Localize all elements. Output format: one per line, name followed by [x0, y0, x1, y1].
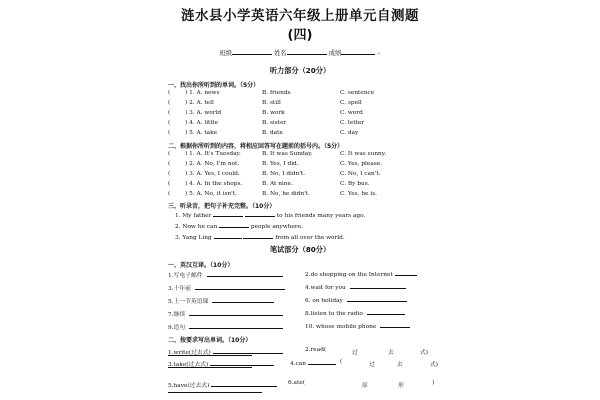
q2-row-b: B. No, he didn't. [262, 191, 310, 197]
q1-row: ( [168, 90, 171, 96]
w1-right-item: 8.listen to the radio [305, 309, 405, 317]
w1-left-item: 9.造句 [168, 322, 283, 331]
q3-line-end: to his friends many years ago. [276, 213, 366, 219]
w2-item: 1.write(过去式) [168, 347, 283, 356]
w2-item-part: ( [340, 359, 343, 365]
w2-item-part: 去 [388, 350, 394, 356]
q1-heading: 一、找出你所听到的单词。（5分） [168, 82, 260, 89]
q3-line-end: people anywhere. [250, 224, 303, 230]
answer-blank [380, 322, 410, 328]
q1-row-c: C. spell [340, 100, 362, 106]
w2-item-part: 过 [369, 362, 375, 368]
q2-row-c: C. No, I can't. [340, 171, 381, 177]
q3-line-start: 2. Now he can [175, 224, 218, 230]
w2-item-part: 式) [430, 362, 439, 368]
w1-left-item: 1.写电子邮件 [168, 270, 283, 279]
answer-blank [245, 211, 275, 217]
answer-blank [219, 222, 247, 228]
name-blank [287, 49, 327, 55]
q2-row-a: ) 4. A. In the shops. [185, 181, 243, 187]
q1-row-a: ) 2. A. tell [185, 100, 214, 106]
answer-blank [367, 309, 405, 315]
w2-item: 3.take(过去式) [168, 359, 274, 368]
q1-row: ( [168, 130, 171, 136]
w2-item-part: 过 [352, 350, 358, 356]
q2-row-a: ) 1. A. It's Tuesday. [185, 151, 241, 157]
w1-left-item: 3.十年前 [168, 283, 285, 292]
score-blank [341, 49, 375, 55]
q1-row-c: C. day [340, 130, 359, 136]
student-info-line: 班级 姓名 成绩 ↵ [219, 50, 381, 57]
q1-row: ( [168, 100, 171, 106]
answer-blank [189, 323, 283, 329]
answer-blank [247, 222, 249, 228]
answer-blank [210, 360, 274, 366]
q1-row-c: C. word [340, 110, 363, 116]
answer-line [168, 367, 252, 368]
answer-blank [213, 211, 243, 217]
name-label: 姓名 [274, 50, 287, 57]
answer-blank [207, 271, 283, 277]
answer-line [168, 355, 252, 356]
q1-row-b: B. date [262, 130, 283, 136]
q1-row-c: C. sentence [340, 90, 375, 96]
q1-row-a: ) 1. A. news [185, 90, 220, 96]
written-section-header: 笔试部分（80分） [269, 245, 331, 254]
q2-row-c: C. It was sunny. [340, 151, 387, 157]
q2-row-c: C. Yes, please. [340, 161, 383, 167]
answer-blank [195, 284, 285, 290]
q2-row-a: ) 2. A. No, I'm not. [185, 161, 240, 167]
q3-line [175, 222, 303, 230]
q2-row: ( [168, 151, 171, 157]
w1-right-item: 10. whose mobile phone [305, 322, 410, 330]
q1-row-c: C. letter [340, 120, 365, 126]
q1-row-b: B. work [262, 110, 285, 116]
q3-line-start: 1. My father [175, 213, 212, 219]
answer-blank [243, 233, 273, 239]
answer-blank [350, 283, 406, 289]
q2-row-a: ) 3. A. Yes, I could. [185, 171, 240, 177]
q3-heading: 三、听录音，把句子补充完整。（10分） [168, 203, 276, 210]
q3-line [175, 211, 365, 219]
class-blank [232, 49, 272, 55]
w1-right-item: 6. on holiday [305, 296, 407, 304]
answer-blank [347, 296, 407, 302]
exam-subtitle: (四) [287, 28, 313, 43]
w1-right-item: 2.do shopping on the Internet [305, 270, 417, 278]
q2-row: ( [168, 191, 171, 197]
q2-row: ( [168, 181, 171, 187]
q1-row-b: B. sister [262, 120, 287, 126]
answer-blank [308, 359, 336, 365]
q3-line [175, 233, 345, 241]
q1-row-b: B. friends [262, 90, 291, 96]
answer-blank [213, 348, 283, 354]
w2-item-part: ) [432, 380, 435, 386]
w2-item: 5.have(过去式) [168, 380, 277, 389]
w2-item: 2.read( [305, 347, 327, 353]
q1-row: ( [168, 110, 171, 116]
exam-title: 涟水县小学英语六年级上册单元自测题 [181, 8, 419, 24]
q2-row: ( [168, 161, 171, 167]
q2-row-b: B. It was Sunday. [262, 151, 313, 157]
w2-item-part: 原 [362, 383, 368, 389]
q2-heading: 二、根据你所听到的内容，将相应回答写在题前的括号内。（5分） [168, 143, 344, 150]
w2-item: 4.can [290, 359, 336, 367]
q1-row-a: ) 5. A. take [185, 130, 218, 136]
answer-blank [395, 270, 417, 276]
listening-section-header: 听力部分（20分） [269, 66, 331, 75]
q3-line-end: from all over the world. [275, 235, 345, 241]
q2-row-c: C. By bus. [340, 181, 370, 187]
q2-row-a: ) 5. A. No, it isn't. [185, 191, 237, 197]
w2-heading: 二、按要求写出单词。（10分） [168, 337, 252, 344]
answer-blank [214, 233, 242, 239]
w2-item-part: 式) [420, 350, 429, 356]
q1-row: ( [168, 120, 171, 126]
q2-row: ( [168, 171, 171, 177]
q2-row-b: B. No, I didn't. [262, 171, 306, 177]
q2-row-b: B. Yes, I did. [262, 161, 299, 167]
w1-left-item: 5.上一节英语课 [168, 296, 274, 305]
q1-row-a: ) 4. A. little [185, 120, 219, 126]
w1-right-item: 4.wait for you [305, 283, 406, 291]
w2-item-part: 去 [397, 362, 403, 368]
w1-left-item: 7.继续 [168, 309, 283, 318]
w2-item-part: 形 [398, 383, 404, 389]
class-label: 班级 [219, 50, 233, 57]
q2-row-c: C. Yes, he is. [340, 191, 378, 197]
score-label: 成绩 [328, 50, 342, 57]
answer-blank [211, 381, 277, 387]
q1-row-a: ) 3. A. world [185, 110, 222, 116]
w2-item: 6.ate( [288, 380, 306, 386]
w1-heading: 一、英汉互译。（10分） [168, 262, 234, 269]
q2-row-b: B. At nine. [262, 181, 293, 187]
q1-row-b: B. still [262, 100, 281, 106]
answer-line [168, 392, 262, 393]
q3-line-start: 3. Yang Ling [175, 235, 212, 241]
answer-blank [189, 310, 283, 316]
answer-blank [212, 297, 274, 303]
